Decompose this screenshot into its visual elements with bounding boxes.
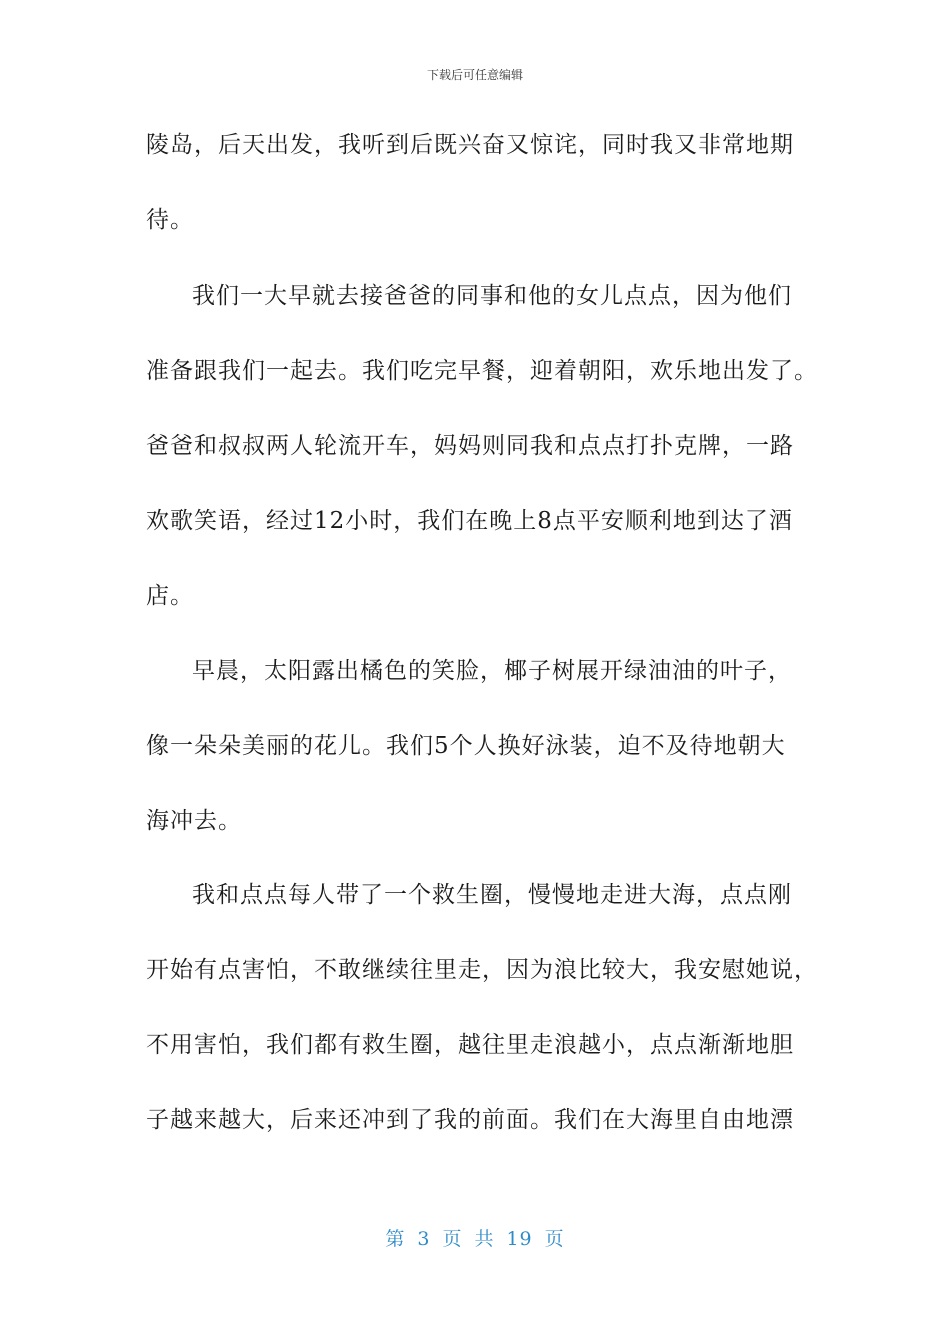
body-line-6: 欢歌笑语，经过12小时，我们在晚上8点平安顺利地到达了酒	[146, 508, 793, 534]
body-line-10: 海冲去。	[146, 808, 242, 834]
body-line-4: 准备跟我们一起去。我们吃完早餐，迎着朝阳，欢乐地出发了。	[146, 358, 818, 384]
page-header: 下载后可任意编辑	[426, 68, 523, 82]
body-line-3: 我们一大早就去接爸爸的同事和他的女儿点点，因为他们	[192, 283, 792, 309]
body-line-9: 像一朵朵美丽的花儿。我们5个人换好泳装，迫不及待地朝大	[146, 733, 786, 759]
body-line-12: 开始有点害怕，不敢继续往里走，因为浪比较大，我安慰她说，	[146, 957, 818, 983]
body-line-8: 早晨，太阳露出橘色的笑脸，椰子树展开绿油油的叶子，	[192, 658, 792, 684]
body-line-1: 陵岛，后天出发，我听到后既兴奋又惊诧，同时我又非常地期	[146, 132, 794, 158]
body-line-14: 子越来越大，后来还冲到了我的前面。我们在大海里自由地漂	[146, 1107, 794, 1133]
footer-prefix: 第	[385, 1228, 406, 1250]
body-line-2: 待。	[146, 207, 194, 233]
body-line-13: 不用害怕，我们都有救生圈，越往里走浪越小，点点渐渐地胆	[146, 1032, 794, 1058]
footer-page-word: 页	[442, 1228, 463, 1250]
body-line-11: 我和点点每人带了一个救生圈，慢慢地走进大海，点点刚	[192, 882, 792, 908]
footer-total-word: 共	[474, 1228, 495, 1250]
footer-total-pages: 19	[506, 1228, 533, 1250]
footer-current-page: 3	[417, 1228, 431, 1250]
body-line-5: 爸爸和叔叔两人轮流开车，妈妈则同我和点点打扑克牌，一路	[146, 433, 794, 459]
footer-suffix: 页	[544, 1228, 565, 1250]
body-line-7: 店。	[146, 583, 194, 609]
page-footer	[0, 1224, 950, 1251]
